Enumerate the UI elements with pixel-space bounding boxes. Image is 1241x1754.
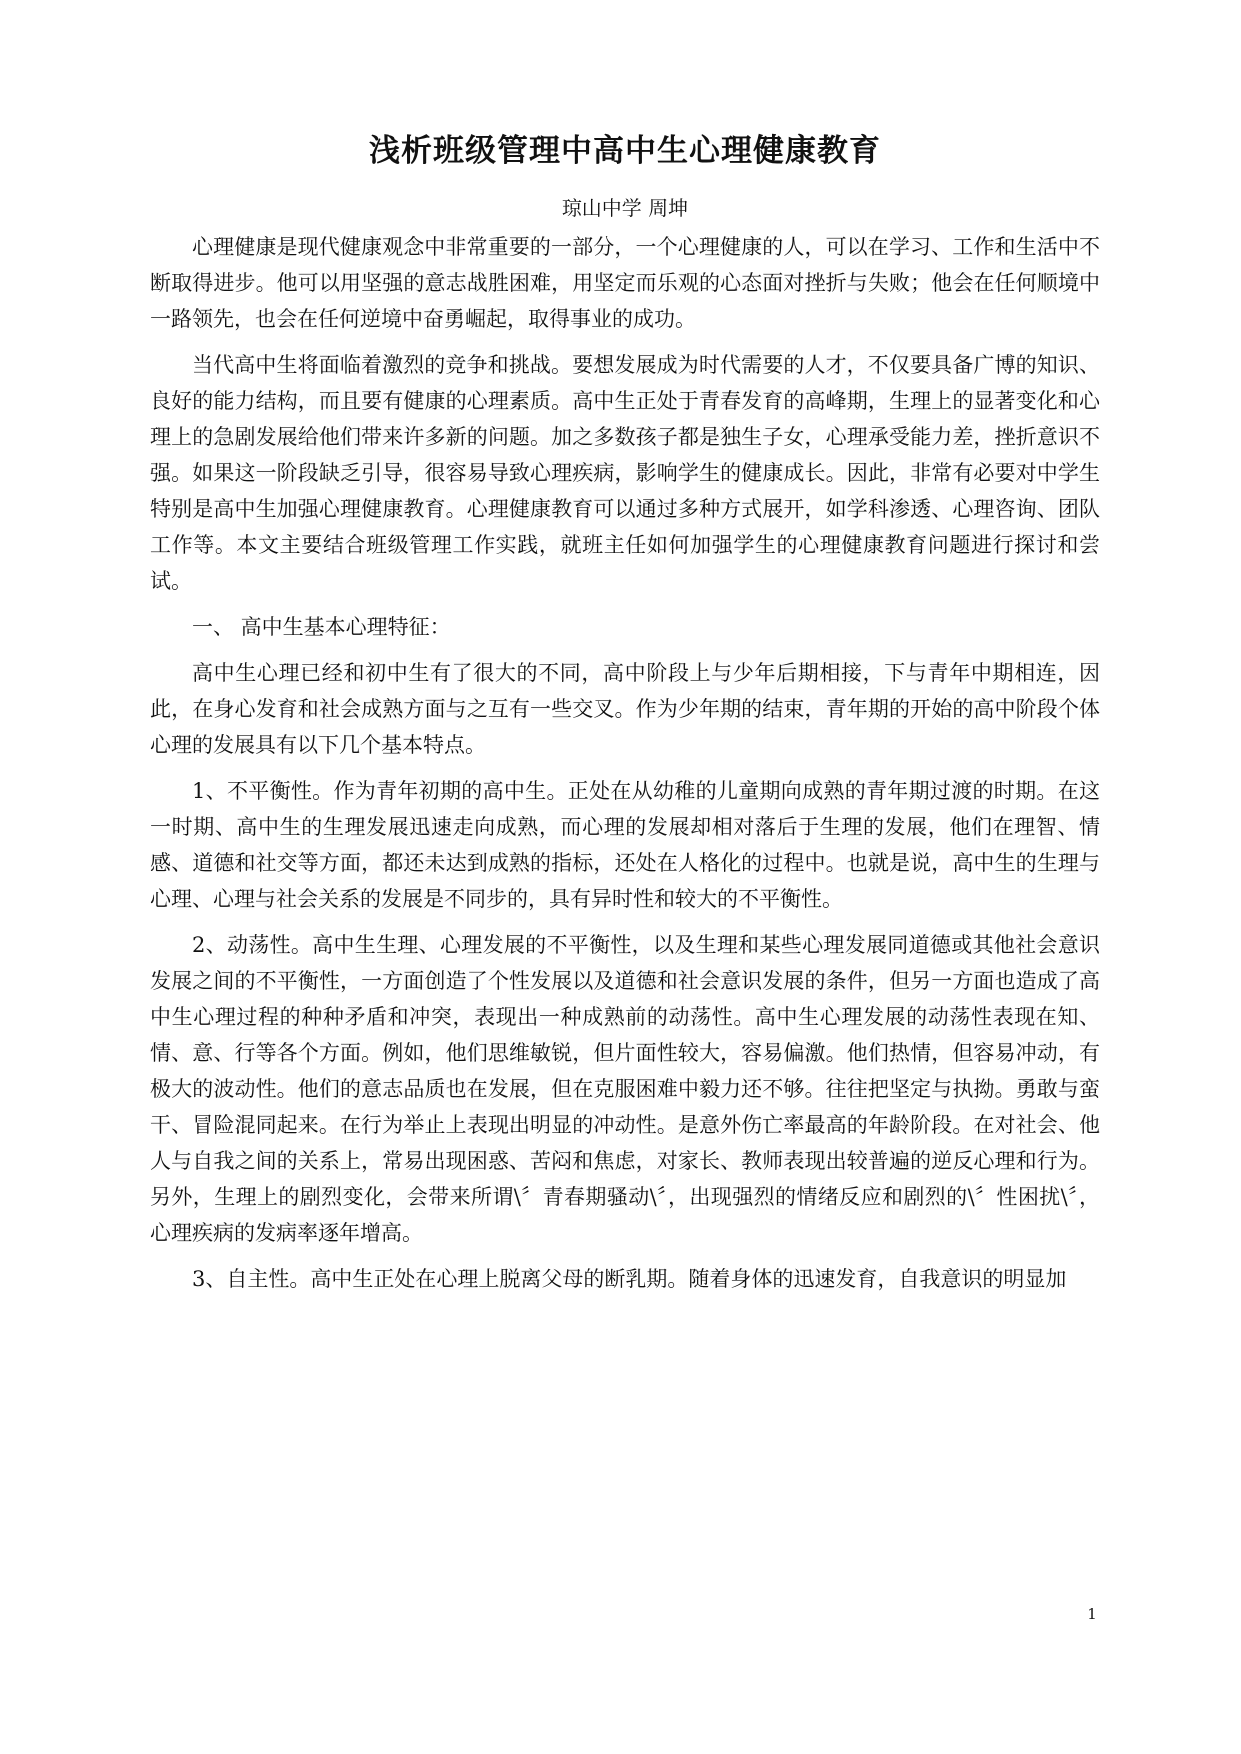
paragraph-autonomy: 3、自主性。高中生正处在心理上脱离父母的断乳期。随着身体的迅速发育，自我意识的明显加 xyxy=(192,1267,1067,1291)
section-heading-1: 一、 高中生基本心理特征： xyxy=(192,615,451,639)
document-author: 琼山中学 周坤 xyxy=(561,196,689,220)
paragraph-turbulence: 2、动荡性。高中生生理、心理发展的不平衡性，以及生理和某些心理发展同道德或其他社会意识发展之间的不平衡性，一方面创造了个性发展以及道德和社会意识发展的条件，但另一方面也造成了高中生心理过程的种种矛盾和冲突，表现出一种成熟前的动荡性。高中生心理发展的动荡性表现在知、情、意、行等各个方面。例如，他们思维敏锐，但片面性较大，容易偏激。他们热情，但容易冲动，有极大的波动性。他们的意志品质也在发展，但在克服困难中毅力还不够。往往把坚定与执拗。勇敢与蛮干、冒险混同起来。在行为举止上表现出明显的冲动性。是意外伤亡率最高的年龄阶段。在对社会、他人与自我之间的关系上，常易出现困惑、苦闷和焦虑，对家长、教师表现出较普遍的逆反心理和行为。另外，生理上的剧烈变化，会带来所谓\〞青春期骚动\〞，出现强烈的情绪反应和剧烈的\〞性困扰\〞，心理疾病的发病率逐年增高。 xyxy=(150,933,1100,1245)
document-title: 浅析班级管理中高中生心理健康教育 xyxy=(369,133,881,169)
paragraph-section-1-intro: 高中生心理已经和初中生有了很大的不同，高中阶段上与少年后期相接，下与青年中期相连，因此，在身心发育和社会成熟方面与之互有一些交叉。作为少年期的结束，青年期的开始的高中阶段个体心理的发展具有以下几个基本特点。 xyxy=(150,661,1100,757)
document-body xyxy=(150,127,1100,1307)
paragraph-background: 当代高中生将面临着激烈的竞争和挑战。要想发展成为时代需要的人才，不仅要具备广博的知识、良好的能力结构，而且要有健康的心理素质。高中生正处于青春发育的高峰期，生理上的显著变化和心理上的急剧发展给他们带来许多新的问题。加之多数孩子都是独生子女，心理承受能力差，挫折意识不强。如果这一阶段缺乏引导，很容易导致心理疾病，影响学生的健康成长。因此，非常有必要对中学生特别是高中生加强心理健康教育。心理健康教育可以通过多种方式展开，如学科渗透、心理咨询、团队工作等。本文主要结合班级管理工作实践，就班主任如何加强学生的心理健康教育问题进行探讨和尝试。 xyxy=(150,353,1100,593)
paragraph-intro: 心理健康是现代健康观念中非常重要的一部分，一个心理健康的人，可以在学习、工作和生活中不断取得进步。他可以用坚强的意志战胜困难，用坚定而乐观的心态面对挫折与失败；他会在任何顺境中一路领先，也会在任何逆境中奋勇崛起，取得事业的成功。 xyxy=(150,235,1100,331)
document-text xyxy=(150,229,1100,1297)
page-number: 1 xyxy=(1087,1605,1097,1623)
paragraph-imbalance: 1、不平衡性。作为青年初期的高中生。正处在从幼稚的儿童期向成熟的青年期过渡的时期。在这一时期、高中生的生理发展迅速走向成熟，而心理的发展却相对落后于生理的发展，他们在理智、情感、道德和社交等方面，都还未达到成熟的指标，还处在人格化的过程中。也就是说，高中生的生理与心理、心理与社会关系的发展是不同步的，具有异时性和较大的不平衡性。 xyxy=(150,779,1100,911)
